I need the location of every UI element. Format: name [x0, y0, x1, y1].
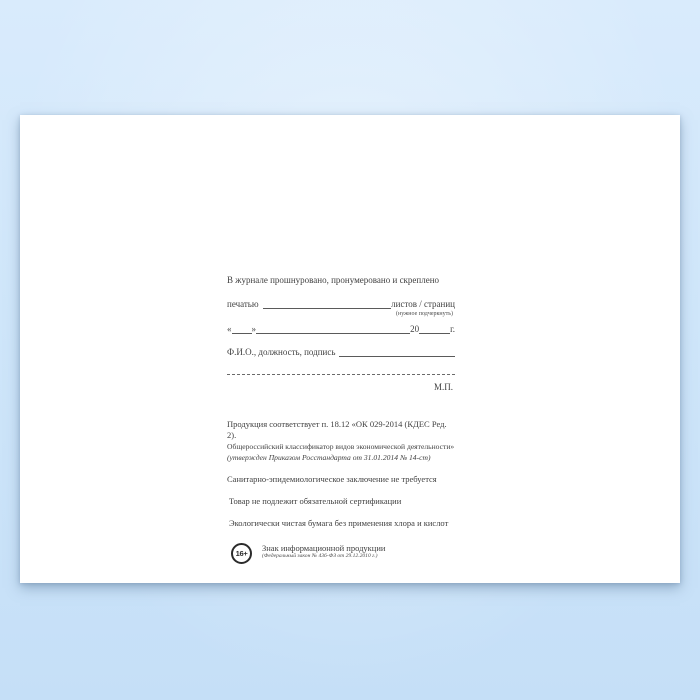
year-blank: [419, 332, 450, 334]
age-mark-text: [262, 543, 385, 560]
sanitary-statement: Санитарно-эпидемиологическое заключение не требуется: [227, 474, 437, 484]
day-blank: [232, 332, 252, 334]
seal-line: [227, 299, 455, 310]
year-prefix: 20: [410, 324, 420, 334]
age-16plus-icon: 16+: [231, 543, 252, 564]
compliance-line-1: Продукция соответствует п. 18.12 «ОК 029-2014 (КДЕС Ред. 2).: [227, 419, 447, 440]
eco-paper-statement: Экологически чистая бумага без применения хлора и кислот: [229, 518, 449, 528]
age-mark-row: [227, 543, 455, 564]
blank-dashed-line: [227, 374, 455, 375]
blank-underline: [263, 307, 392, 309]
signature-label: Ф.И.О., должность, подпись: [227, 347, 336, 357]
page-content: [227, 275, 455, 564]
signature-blank: [339, 355, 455, 357]
age-mark-label: Знак информационной продукции: [262, 543, 386, 553]
stamp-place-label: М.П.: [433, 382, 453, 392]
compliance-line-2: Общероссийский классификатор видов экономической деятельности»: [227, 442, 455, 451]
compliance-paragraph: [227, 419, 455, 463]
stitched-statement: В журнале прошнуровано, пронумеровано и скреплено: [227, 275, 440, 285]
seal-label: печатью: [227, 299, 259, 309]
month-blank: [256, 332, 410, 334]
journal-back-page: [20, 115, 680, 583]
signature-line: [227, 347, 455, 358]
age-mark-law-note: (Федеральный закон № 436-ФЗ от 29.12.2010 г.): [262, 553, 378, 559]
compliance-line-3: (утвержден Приказом Росстандарта от 31.01.2014 № 14-ст): [227, 453, 431, 462]
sheets-pages-label: листов / страниц: [391, 299, 455, 309]
certification-statement: Товар не подлежит обязательной сертификации: [229, 496, 402, 506]
open-quote: «: [227, 324, 232, 334]
close-quote: »: [251, 324, 256, 334]
year-suffix: г.: [450, 324, 455, 334]
underline-note: (нужное подчеркнуть): [396, 311, 453, 317]
date-line: [227, 324, 455, 335]
